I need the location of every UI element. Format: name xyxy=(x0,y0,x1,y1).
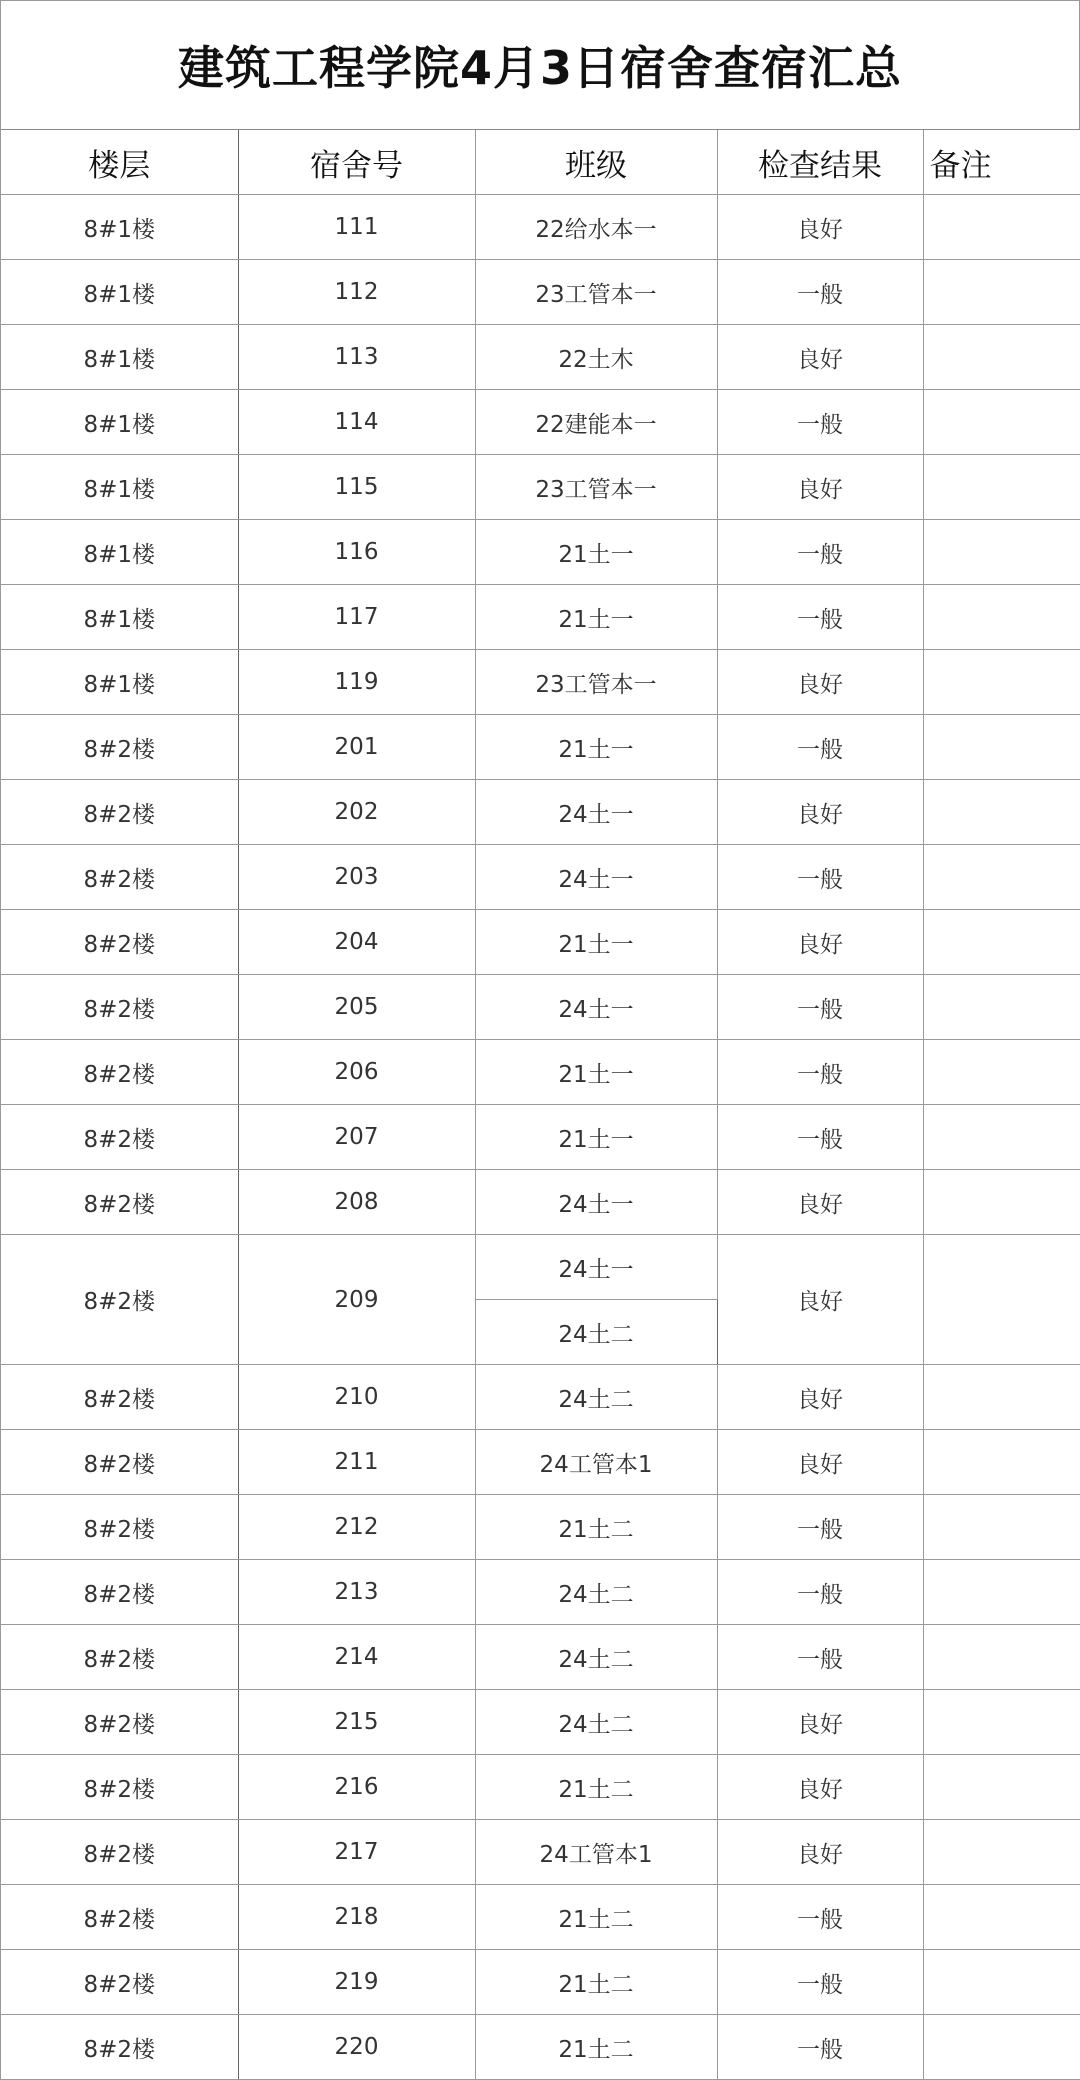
cell-result: 一般 xyxy=(717,1040,923,1105)
table-row xyxy=(1,1755,1080,1820)
cell-room: 211 xyxy=(238,1430,475,1495)
cell-class: 21土一 xyxy=(475,585,717,650)
cell-note xyxy=(923,650,1080,715)
header-note: 备注 xyxy=(923,130,1080,195)
cell-class: 24土二 xyxy=(475,1690,717,1755)
cell-room: 212 xyxy=(238,1495,475,1560)
cell-room: 210 xyxy=(238,1365,475,1430)
cell-room: 218 xyxy=(238,1885,475,1950)
cell-class: 23工管本一 xyxy=(475,455,717,520)
cell-class: 24土一 xyxy=(475,1235,717,1300)
cell-note xyxy=(923,1170,1080,1235)
cell-class: 21土一 xyxy=(475,1040,717,1105)
cell-class: 24土二 xyxy=(475,1560,717,1625)
cell-note xyxy=(923,845,1080,910)
cell-room: 214 xyxy=(238,1625,475,1690)
cell-result: 一般 xyxy=(717,390,923,455)
cell-room: 119 xyxy=(238,650,475,715)
cell-note xyxy=(923,975,1080,1040)
cell-room: 213 xyxy=(238,1560,475,1625)
cell-floor: 8#2楼 xyxy=(1,845,238,910)
cell-floor: 8#2楼 xyxy=(1,1235,238,1365)
table-row xyxy=(1,1430,1080,1495)
table-row xyxy=(1,715,1080,780)
cell-result: 一般 xyxy=(717,520,923,585)
cell-class: 21土一 xyxy=(475,715,717,780)
cell-class: 21土一 xyxy=(475,910,717,975)
cell-floor: 8#2楼 xyxy=(1,1885,238,1950)
cell-room: 113 xyxy=(238,325,475,390)
cell-note xyxy=(923,1885,1080,1950)
table-row xyxy=(1,1625,1080,1690)
cell-floor: 8#1楼 xyxy=(1,260,238,325)
cell-floor: 8#1楼 xyxy=(1,520,238,585)
header-row xyxy=(1,130,1080,195)
cell-floor: 8#1楼 xyxy=(1,325,238,390)
cell-note xyxy=(923,520,1080,585)
cell-class: 24土二 xyxy=(475,1625,717,1690)
table-row xyxy=(1,325,1080,390)
table-row xyxy=(1,195,1080,260)
cell-room: 215 xyxy=(238,1690,475,1755)
cell-class: 21土二 xyxy=(475,2015,717,2080)
cell-class: 23工管本一 xyxy=(475,650,717,715)
cell-result: 良好 xyxy=(717,1755,923,1820)
header-result: 检查结果 xyxy=(717,130,923,195)
table-row xyxy=(1,975,1080,1040)
cell-note xyxy=(923,1950,1080,2015)
table-row xyxy=(1,1365,1080,1430)
cell-room: 206 xyxy=(238,1040,475,1105)
cell-note xyxy=(923,1105,1080,1170)
cell-floor: 8#1楼 xyxy=(1,195,238,260)
cell-floor: 8#1楼 xyxy=(1,455,238,520)
cell-floor: 8#2楼 xyxy=(1,1820,238,1885)
cell-floor: 8#1楼 xyxy=(1,585,238,650)
cell-note xyxy=(923,1495,1080,1560)
cell-floor: 8#1楼 xyxy=(1,390,238,455)
cell-room: 220 xyxy=(238,2015,475,2080)
cell-result: 一般 xyxy=(717,845,923,910)
cell-result: 良好 xyxy=(717,910,923,975)
cell-note xyxy=(923,1755,1080,1820)
cell-floor: 8#1楼 xyxy=(1,650,238,715)
cell-floor: 8#2楼 xyxy=(1,780,238,845)
cell-result: 良好 xyxy=(717,780,923,845)
cell-floor: 8#2楼 xyxy=(1,1950,238,2015)
cell-result: 良好 xyxy=(717,195,923,260)
cell-class: 21土二 xyxy=(475,1495,717,1560)
inspection-table xyxy=(1,130,1080,2080)
cell-floor: 8#2楼 xyxy=(1,1430,238,1495)
cell-class: 22土木 xyxy=(475,325,717,390)
cell-note xyxy=(923,1365,1080,1430)
cell-room: 216 xyxy=(238,1755,475,1820)
cell-note xyxy=(923,1625,1080,1690)
table-body xyxy=(1,195,1080,2080)
header-room: 宿舍号 xyxy=(238,130,475,195)
table-row xyxy=(1,1560,1080,1625)
table-row xyxy=(1,260,1080,325)
table-row xyxy=(1,1690,1080,1755)
cell-class: 21土一 xyxy=(475,1105,717,1170)
cell-result: 良好 xyxy=(717,1235,923,1365)
table-row xyxy=(1,845,1080,910)
table-row xyxy=(1,650,1080,715)
cell-note xyxy=(923,195,1080,260)
cell-class: 21土二 xyxy=(475,1755,717,1820)
cell-floor: 8#2楼 xyxy=(1,2015,238,2080)
cell-room: 114 xyxy=(238,390,475,455)
table-row xyxy=(1,390,1080,455)
cell-class: 22给水本一 xyxy=(475,195,717,260)
cell-class: 24土二 xyxy=(475,1300,717,1365)
cell-result: 一般 xyxy=(717,585,923,650)
cell-class: 24土一 xyxy=(475,780,717,845)
cell-result: 一般 xyxy=(717,260,923,325)
cell-note xyxy=(923,1235,1080,1365)
cell-note xyxy=(923,1820,1080,1885)
cell-room: 112 xyxy=(238,260,475,325)
cell-room: 203 xyxy=(238,845,475,910)
table-row xyxy=(1,780,1080,845)
cell-room: 205 xyxy=(238,975,475,1040)
cell-floor: 8#2楼 xyxy=(1,975,238,1040)
table-row xyxy=(1,910,1080,975)
cell-note xyxy=(923,260,1080,325)
cell-note xyxy=(923,1040,1080,1105)
cell-result: 一般 xyxy=(717,715,923,780)
cell-note xyxy=(923,390,1080,455)
cell-room: 201 xyxy=(238,715,475,780)
cell-class: 24工管本1 xyxy=(475,1430,717,1495)
cell-room: 117 xyxy=(238,585,475,650)
cell-note xyxy=(923,325,1080,390)
table-row xyxy=(1,455,1080,520)
cell-note xyxy=(923,2015,1080,2080)
cell-floor: 8#2楼 xyxy=(1,1495,238,1560)
cell-floor: 8#2楼 xyxy=(1,1040,238,1105)
table-row xyxy=(1,1885,1080,1950)
header-floor: 楼层 xyxy=(1,130,238,195)
cell-note xyxy=(923,455,1080,520)
cell-class: 24工管本1 xyxy=(475,1820,717,1885)
cell-floor: 8#2楼 xyxy=(1,1170,238,1235)
cell-note xyxy=(923,1560,1080,1625)
cell-class: 24土一 xyxy=(475,975,717,1040)
cell-room: 209 xyxy=(238,1235,475,1365)
sheet-title: 建筑工程学院4月3日宿舍查宿汇总 xyxy=(177,41,902,95)
cell-room: 204 xyxy=(238,910,475,975)
cell-result: 良好 xyxy=(717,650,923,715)
cell-floor: 8#2楼 xyxy=(1,1365,238,1430)
cell-room: 207 xyxy=(238,1105,475,1170)
cell-class: 24土二 xyxy=(475,1365,717,1430)
cell-room: 115 xyxy=(238,455,475,520)
cell-class: 24土一 xyxy=(475,845,717,910)
cell-note xyxy=(923,1430,1080,1495)
cell-note xyxy=(923,780,1080,845)
cell-floor: 8#2楼 xyxy=(1,910,238,975)
cell-result: 一般 xyxy=(717,1885,923,1950)
title-row xyxy=(1,1,1080,130)
cell-note xyxy=(923,1690,1080,1755)
cell-result: 良好 xyxy=(717,1820,923,1885)
table-row xyxy=(1,1235,1080,1300)
cell-result: 一般 xyxy=(717,1560,923,1625)
cell-note xyxy=(923,910,1080,975)
cell-result: 良好 xyxy=(717,325,923,390)
table-row xyxy=(1,1105,1080,1170)
cell-floor: 8#2楼 xyxy=(1,1560,238,1625)
cell-result: 一般 xyxy=(717,1105,923,1170)
cell-note xyxy=(923,715,1080,780)
cell-room: 111 xyxy=(238,195,475,260)
cell-note xyxy=(923,585,1080,650)
cell-class: 23工管本一 xyxy=(475,260,717,325)
cell-result: 一般 xyxy=(717,2015,923,2080)
cell-floor: 8#2楼 xyxy=(1,1105,238,1170)
cell-room: 202 xyxy=(238,780,475,845)
cell-floor: 8#2楼 xyxy=(1,1625,238,1690)
header-class: 班级 xyxy=(475,130,717,195)
cell-floor: 8#2楼 xyxy=(1,1755,238,1820)
table-row xyxy=(1,1170,1080,1235)
cell-result: 良好 xyxy=(717,455,923,520)
table-row xyxy=(1,520,1080,585)
table-row xyxy=(1,1040,1080,1105)
table-row xyxy=(1,585,1080,650)
table-row xyxy=(1,1950,1080,2015)
cell-result: 良好 xyxy=(717,1430,923,1495)
table-row xyxy=(1,1820,1080,1885)
cell-result: 一般 xyxy=(717,975,923,1040)
cell-floor: 8#2楼 xyxy=(1,1690,238,1755)
table-row xyxy=(1,1495,1080,1560)
cell-room: 217 xyxy=(238,1820,475,1885)
cell-room: 208 xyxy=(238,1170,475,1235)
cell-class: 21土一 xyxy=(475,520,717,585)
cell-result: 一般 xyxy=(717,1495,923,1560)
cell-floor: 8#2楼 xyxy=(1,715,238,780)
cell-result: 一般 xyxy=(717,1625,923,1690)
cell-class: 24土一 xyxy=(475,1170,717,1235)
cell-result: 一般 xyxy=(717,1950,923,2015)
cell-result: 良好 xyxy=(717,1170,923,1235)
cell-class: 22建能本一 xyxy=(475,390,717,455)
cell-class: 21土二 xyxy=(475,1950,717,2015)
cell-room: 219 xyxy=(238,1950,475,2015)
table-row xyxy=(1,2015,1080,2080)
cell-result: 良好 xyxy=(717,1365,923,1430)
cell-room: 116 xyxy=(238,520,475,585)
cell-result: 良好 xyxy=(717,1690,923,1755)
cell-class: 21土二 xyxy=(475,1885,717,1950)
